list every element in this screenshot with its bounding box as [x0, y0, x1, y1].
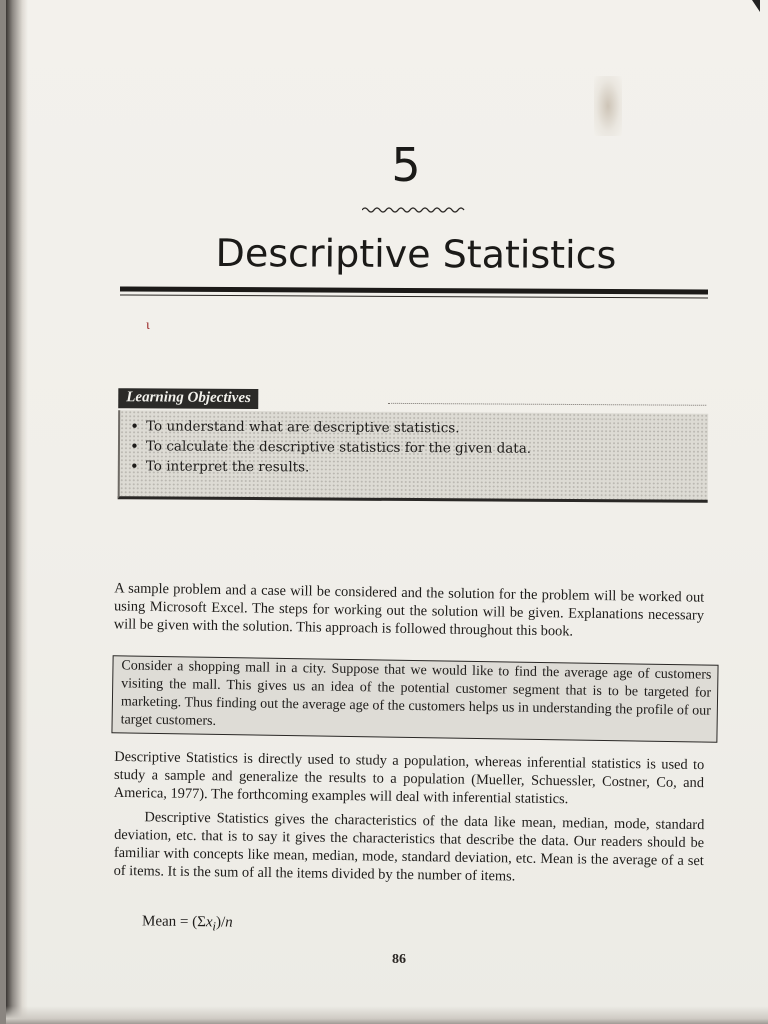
formula-n: n: [225, 914, 233, 931]
list-item: • To calculate the descriptive statistics for the given data.: [128, 436, 708, 460]
body-paragraph-2: Descriptive Statistics is directly used to study a population, whereas inferential statistics is used to study a sample and generalize the results to a population (Mueller, Schuessler, Costner, Co, and America, 1977). The forthcoming examples will deal with inferential statistics.: [113, 748, 705, 808]
page-number: 86: [392, 952, 406, 967]
corner-mark: [752, 0, 760, 12]
formula-variable: x: [205, 914, 213, 931]
formula-subscript: i: [212, 919, 217, 934]
page-bottom-shadow: [6, 1006, 768, 1024]
mean-formula: [142, 913, 233, 934]
list-item: • To interpret the results.: [128, 456, 708, 480]
title-rule-thick: [120, 286, 708, 294]
heading-divider: [388, 403, 706, 406]
book-page: [6, 0, 768, 1024]
title-rule-thin: [120, 294, 708, 298]
case-box: Consider a shopping mall in a city. Suppose that we would like to find the average age of customers visiting the mall. This gives us an idea of the potential customer segment that is to be targeted for marketing. Thus finding out the average age of the customers helps us in understanding the profile of our target customers.: [111, 655, 718, 743]
learning-objectives-box: [118, 388, 707, 500]
stain-mark: [594, 76, 622, 136]
intro-paragraph: A sample problem and a case will be considered and the solution for the problem will be worked out using Microsoft Excel. The steps for working out the solution will be given. Explanations necessary will be given with the solution. This approach is followed throughout this book.: [113, 580, 705, 640]
body-paragraph-3: Descriptive Statistics gives the characteristics of the data like mean, median, mode, standard deviation, etc. that is to say it gives the characteristics that describe the data. Our readers should be familiar with concepts like mean, median, mode, standard deviation, etc. Mean is the average of a set of items. It is the sum of all the items divided by the number of items.: [113, 809, 705, 885]
page-binding-shadow: [6, 0, 28, 1024]
decorative-squiggle-icon: [362, 205, 466, 215]
formula-close: )/: [215, 914, 226, 931]
stray-pen-mark: ɩ: [146, 318, 150, 333]
learning-objectives-heading: Learning Objectives: [118, 388, 258, 409]
chapter-title: Descriptive Statistics: [215, 230, 617, 278]
formula-lhs: Mean = (: [141, 913, 198, 931]
chapter-number: 5: [391, 138, 421, 192]
learning-objectives-list: [120, 410, 708, 480]
learning-objectives-panel: [118, 410, 709, 503]
formula-sigma: Σ: [197, 914, 206, 931]
list-item: • To understand what are descriptive statistics.: [128, 416, 708, 440]
